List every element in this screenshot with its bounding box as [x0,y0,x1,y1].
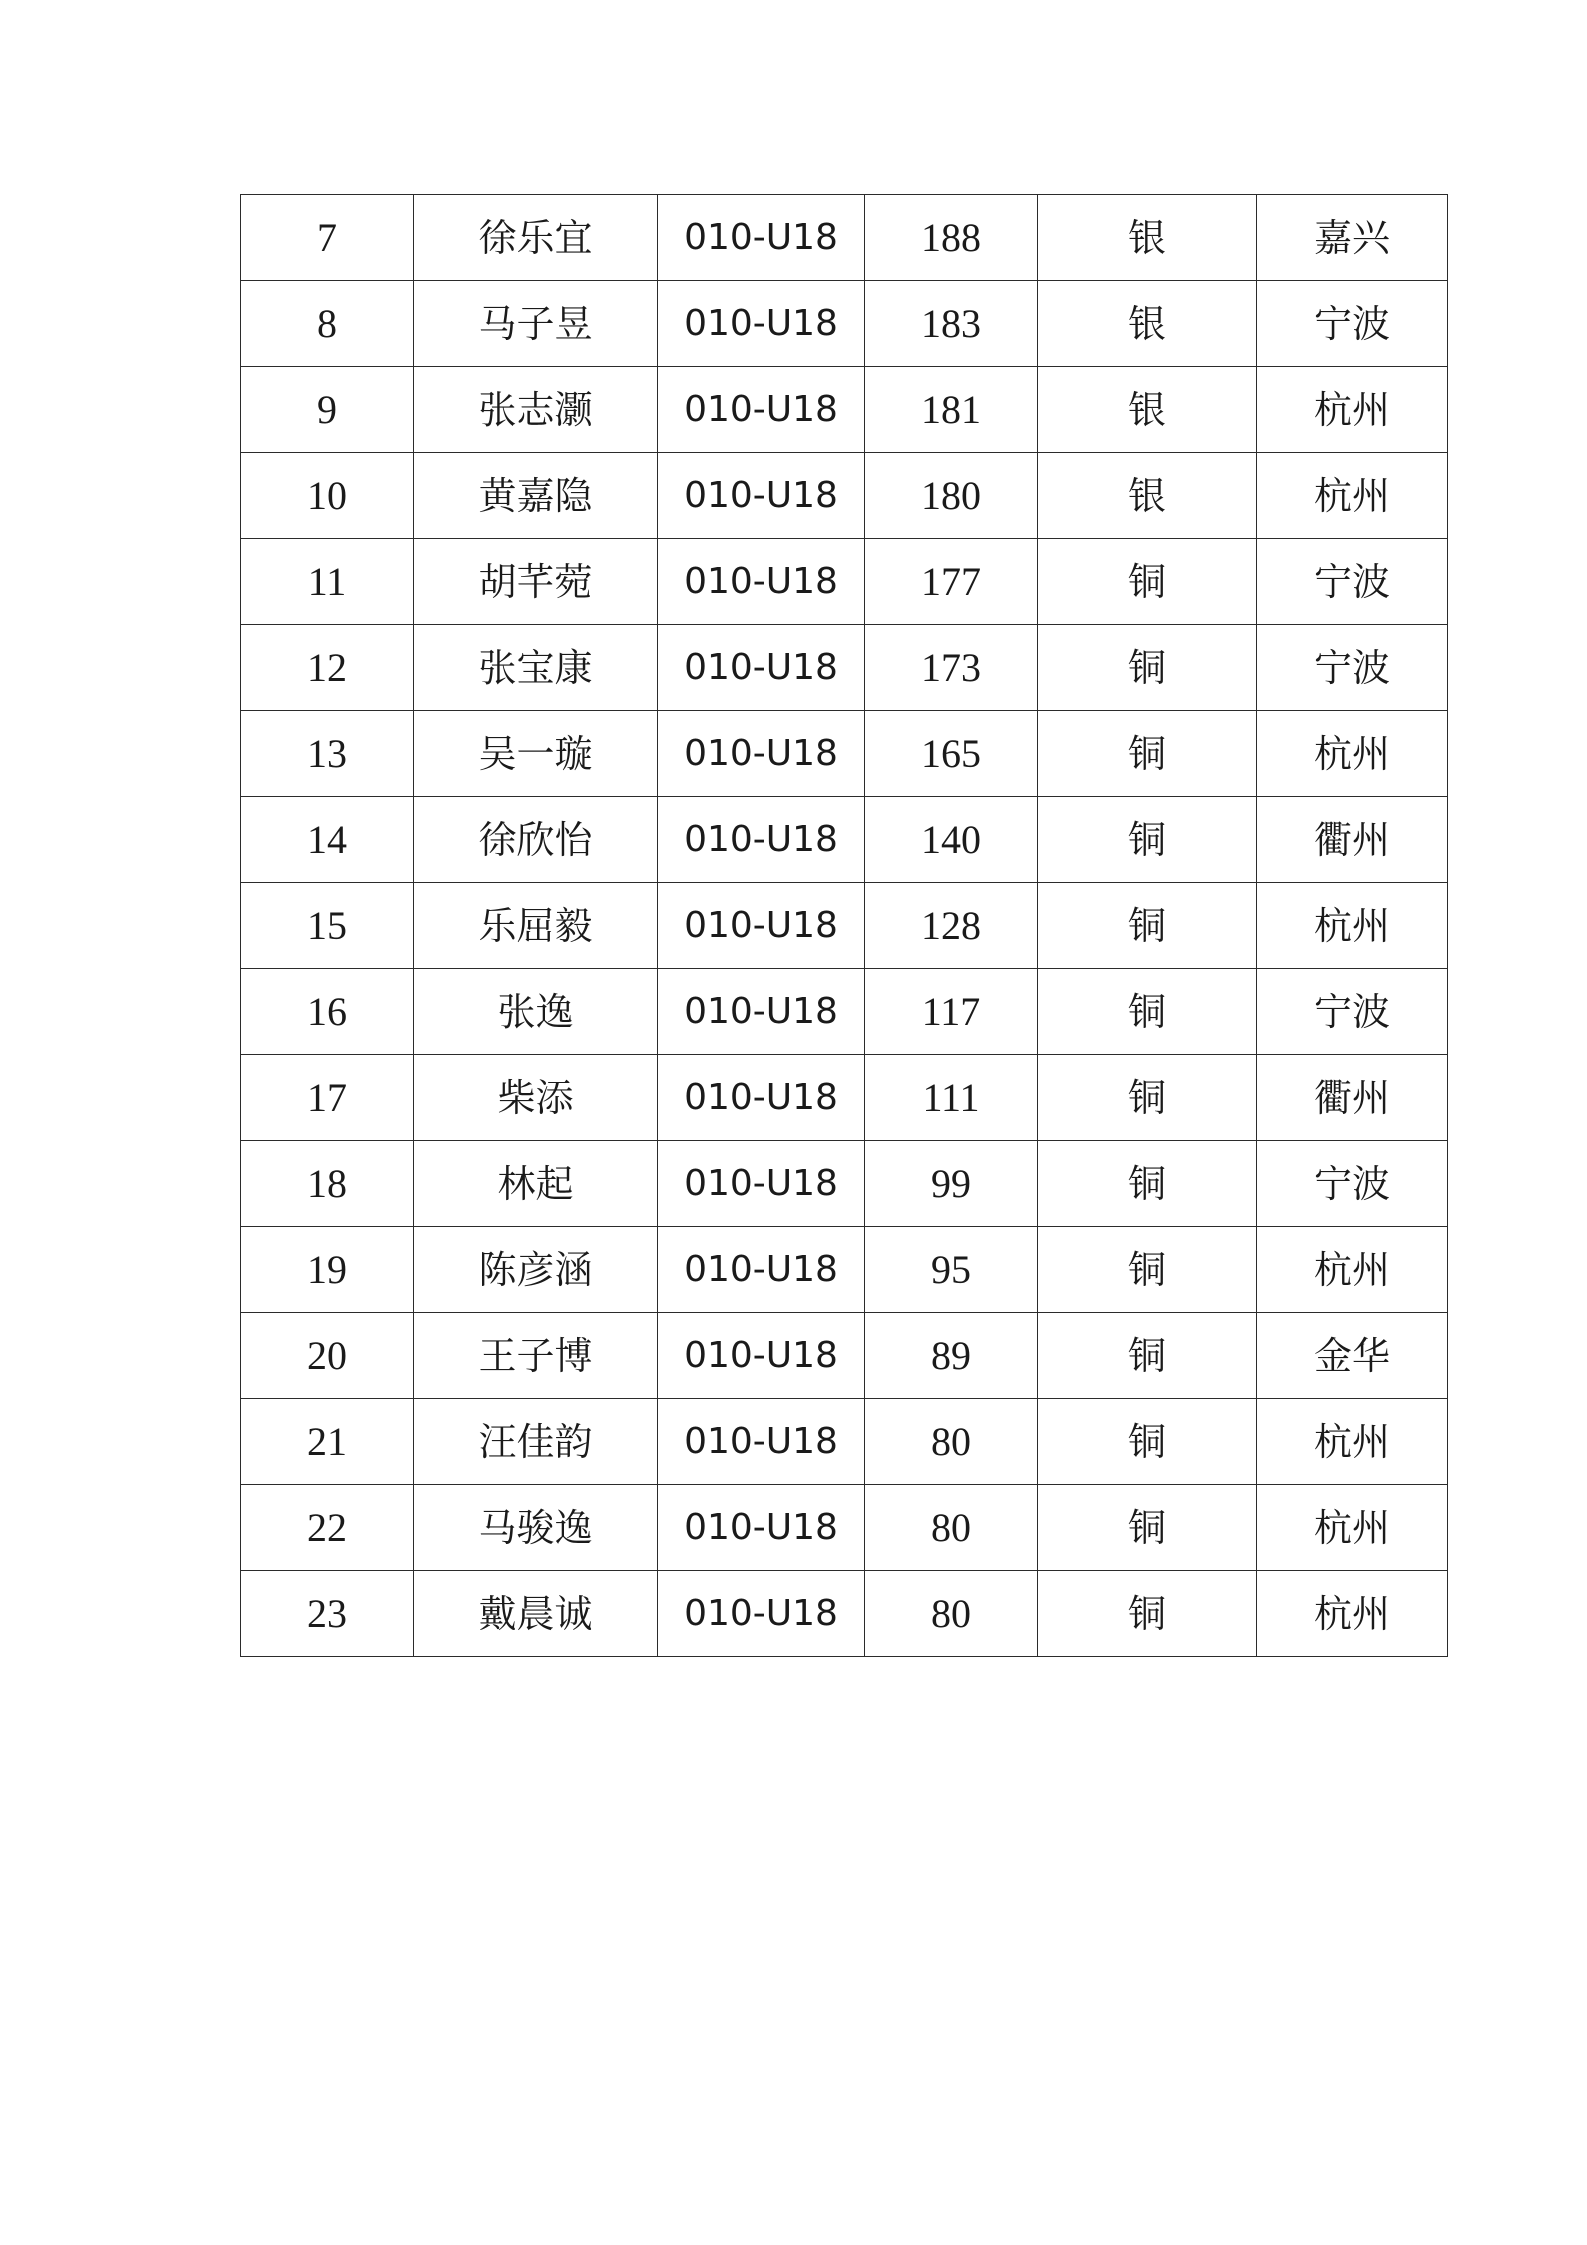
score-cell: 177 [865,539,1038,625]
table-row [241,1399,1448,1485]
medal-cell: 银 [1038,281,1257,367]
score-cell: 128 [865,883,1038,969]
name-cell: 黄嘉隐 [414,453,658,539]
name-cell: 张宝康 [414,625,658,711]
score-cell: 140 [865,797,1038,883]
code-cell: 010-U18 [658,195,865,281]
rank-cell: 12 [241,625,414,711]
rank-cell: 11 [241,539,414,625]
score-cell: 181 [865,367,1038,453]
score-cell: 95 [865,1227,1038,1313]
score-cell: 99 [865,1141,1038,1227]
name-cell: 马骏逸 [414,1485,658,1571]
score-cell: 165 [865,711,1038,797]
medal-cell: 银 [1038,367,1257,453]
score-cell: 180 [865,453,1038,539]
city-cell: 金华 [1257,1313,1448,1399]
name-cell: 王子博 [414,1313,658,1399]
table-row [241,539,1448,625]
score-cell: 117 [865,969,1038,1055]
code-cell: 010-U18 [658,1399,865,1485]
city-cell: 宁波 [1257,969,1448,1055]
name-cell: 徐乐宜 [414,195,658,281]
city-cell: 宁波 [1257,539,1448,625]
results-table [240,194,1448,1657]
name-cell: 张志灏 [414,367,658,453]
city-cell: 杭州 [1257,1485,1448,1571]
score-cell: 80 [865,1571,1038,1657]
score-cell: 111 [865,1055,1038,1141]
rank-cell: 8 [241,281,414,367]
medal-cell: 铜 [1038,625,1257,711]
rank-cell: 20 [241,1313,414,1399]
medal-cell: 铜 [1038,1571,1257,1657]
rank-cell: 22 [241,1485,414,1571]
code-cell: 010-U18 [658,1485,865,1571]
name-cell: 张逸 [414,969,658,1055]
table-row [241,1485,1448,1571]
medal-cell: 铜 [1038,969,1257,1055]
table-row [241,625,1448,711]
city-cell: 杭州 [1257,711,1448,797]
code-cell: 010-U18 [658,969,865,1055]
medal-cell: 铜 [1038,797,1257,883]
rank-cell: 19 [241,1227,414,1313]
name-cell: 吴一璇 [414,711,658,797]
rank-cell: 16 [241,969,414,1055]
table-row [241,883,1448,969]
code-cell: 010-U18 [658,883,865,969]
code-cell: 010-U18 [658,1055,865,1141]
medal-cell: 银 [1038,195,1257,281]
name-cell: 林起 [414,1141,658,1227]
name-cell: 乐屈毅 [414,883,658,969]
table-row [241,281,1448,367]
table-row [241,1227,1448,1313]
medal-cell: 铜 [1038,711,1257,797]
table-row [241,1313,1448,1399]
code-cell: 010-U18 [658,367,865,453]
rank-cell: 18 [241,1141,414,1227]
city-cell: 杭州 [1257,883,1448,969]
city-cell: 宁波 [1257,281,1448,367]
code-cell: 010-U18 [658,453,865,539]
city-cell: 杭州 [1257,1227,1448,1313]
code-cell: 010-U18 [658,1571,865,1657]
rank-cell: 23 [241,1571,414,1657]
table-row [241,797,1448,883]
table-row [241,1055,1448,1141]
rank-cell: 9 [241,367,414,453]
code-cell: 010-U18 [658,711,865,797]
score-cell: 80 [865,1399,1038,1485]
table-row [241,453,1448,539]
table-row [241,367,1448,453]
city-cell: 杭州 [1257,1571,1448,1657]
table-row [241,1141,1448,1227]
name-cell: 戴晨诚 [414,1571,658,1657]
medal-cell: 铜 [1038,1313,1257,1399]
rank-cell: 13 [241,711,414,797]
name-cell: 马子昱 [414,281,658,367]
city-cell: 杭州 [1257,367,1448,453]
rank-cell: 15 [241,883,414,969]
code-cell: 010-U18 [658,625,865,711]
medal-cell: 铜 [1038,1227,1257,1313]
rank-cell: 21 [241,1399,414,1485]
results-table-body [241,195,1448,1657]
city-cell: 宁波 [1257,625,1448,711]
name-cell: 陈彦涵 [414,1227,658,1313]
medal-cell: 铜 [1038,1399,1257,1485]
name-cell: 柴添 [414,1055,658,1141]
city-cell: 嘉兴 [1257,195,1448,281]
code-cell: 010-U18 [658,797,865,883]
city-cell: 宁波 [1257,1141,1448,1227]
code-cell: 010-U18 [658,1227,865,1313]
name-cell: 汪佳韵 [414,1399,658,1485]
medal-cell: 银 [1038,453,1257,539]
score-cell: 188 [865,195,1038,281]
table-row [241,711,1448,797]
city-cell: 杭州 [1257,1399,1448,1485]
score-cell: 173 [865,625,1038,711]
score-cell: 183 [865,281,1038,367]
rank-cell: 14 [241,797,414,883]
rank-cell: 7 [241,195,414,281]
table-row [241,969,1448,1055]
city-cell: 衢州 [1257,1055,1448,1141]
table-row [241,1571,1448,1657]
medal-cell: 铜 [1038,1055,1257,1141]
score-cell: 80 [865,1485,1038,1571]
rank-cell: 17 [241,1055,414,1141]
table-row [241,195,1448,281]
city-cell: 衢州 [1257,797,1448,883]
medal-cell: 铜 [1038,883,1257,969]
rank-cell: 10 [241,453,414,539]
code-cell: 010-U18 [658,539,865,625]
code-cell: 010-U18 [658,1313,865,1399]
name-cell: 徐欣怡 [414,797,658,883]
name-cell: 胡芊菀 [414,539,658,625]
city-cell: 杭州 [1257,453,1448,539]
medal-cell: 铜 [1038,1141,1257,1227]
medal-cell: 铜 [1038,1485,1257,1571]
code-cell: 010-U18 [658,1141,865,1227]
medal-cell: 铜 [1038,539,1257,625]
code-cell: 010-U18 [658,281,865,367]
score-cell: 89 [865,1313,1038,1399]
